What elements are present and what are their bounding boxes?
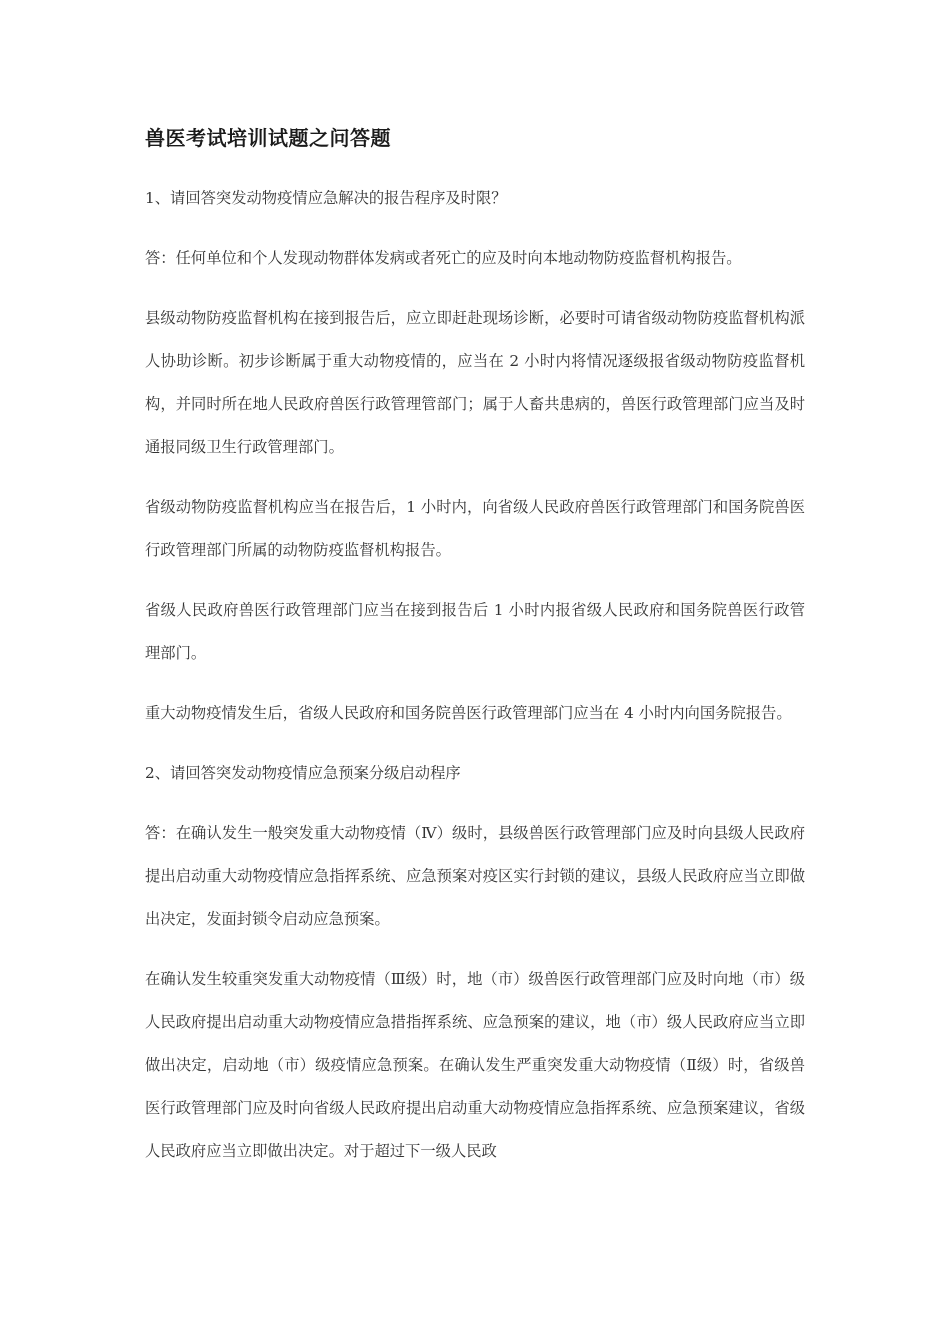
document-title: 兽医考试培训试题之问答题 (145, 126, 391, 150)
answer-1-state-council: 重大动物疫情发生后，省级人民政府和国务院兽医行政管理部门应当在 4 小时内向国务院报告。 (145, 704, 792, 722)
answer-2-level-4: 答：在确认发生一般突发重大动物疫情（Ⅳ）级时，县级兽医行政管理部门应及时向县级人民政府提出启动重大动物疫情应急指挥系统、应急预案对疫区实行封锁的建议，县级人民政府应当立即做出决定，发面封锁令启动应急预案。 (145, 824, 805, 928)
answer-2-level-3-2: 在确认发生较重突发重大动物疫情（Ⅲ级）时，地（市）级兽医行政管理部门应及时向地（市）级人民政府提出启动重大动物疫情应急措指挥系统、应急预案的建议，地（市）级人民政府应当立即做出决定，启动地（市）级疫情应急预案。在确认发生严重突发重大动物疫情（Ⅱ级）时，省级兽医行政管理部门应及时向省级人民政府提出启动重大动物疫情应急指挥系统、应急预案建议，省级人民政府应当立即做出决定。对于超过下一级人民政 (145, 970, 805, 1160)
answer-1-intro: 答：任何单位和个人发现动物群体发病或者死亡的应及时向本地动物防疫监督机构报告。 (145, 249, 742, 267)
answer-1-province-agency: 省级动物防疫监督机构应当在报告后，1 小时内，向省级人民政府兽医行政管理部门和国务院兽医行政管理部门所属的动物防疫监督机构报告。 (145, 498, 805, 559)
question-2: 2、请回答突发动物疫情应急预案分级启动程序 (145, 764, 461, 782)
question-1: 1、请回答突发动物疫情应急解决的报告程序及时限？ (145, 189, 507, 207)
document-page (145, 118, 805, 1190)
answer-1-county: 县级动物防疫监督机构在接到报告后，应立即赶赴现场诊断，必要时可请省级动物防疫监督机构派人协助诊断。初步诊断属于重大动物疫情的，应当在 2 小时内将情况逐级报省级动物防疫监督机构，并同时所在地人民政府兽医行政管理管部门；属于人畜共患病的，兽医行政管理部门应当及时通报同级卫生行政管理部门。 (145, 309, 805, 456)
answer-1-province-dept: 省级人民政府兽医行政管理部门应当在接到报告后 1 小时内报省级人民政府和国务院兽医行政管理部门。 (145, 601, 805, 662)
